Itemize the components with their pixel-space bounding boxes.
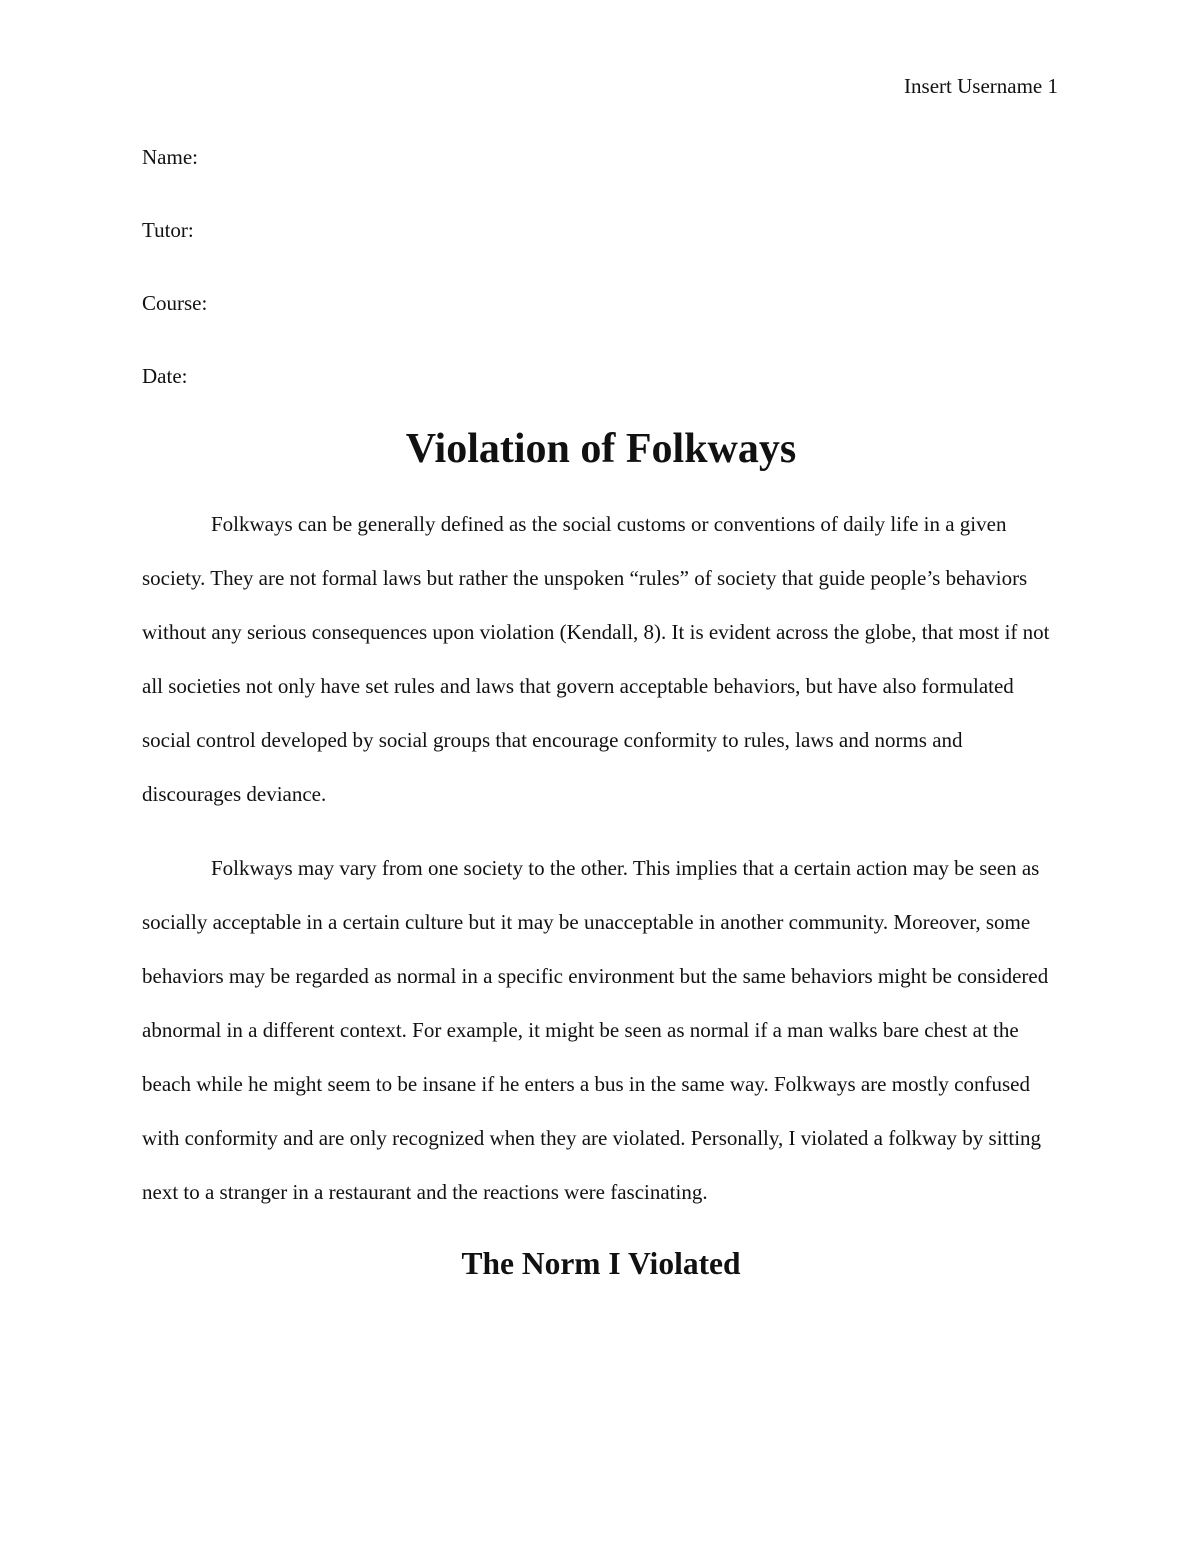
course-line: Course: [142, 291, 208, 315]
date-line: Date: [142, 364, 188, 388]
document-body [142, 132, 1060, 1312]
name-line: Name: [142, 145, 198, 169]
section-heading: The Norm I Violated [461, 1246, 741, 1281]
document-title: Violation of Folkways [405, 426, 797, 472]
tutor-line: Tutor: [142, 218, 194, 242]
paragraph-intro: Folkways can be generally defined as the social customs or conventions of daily life in a given society. They are not formal laws but rather the unspoken “rules” of society that guide people’s behaviors without any serious consequences upon violation (Kendall, 8). It is evident across the globe, that most if not all societies not only have set rules and laws that govern acceptable behaviors, but have also formulated social control developed by social groups that encourage conformity to rules, laws and norms and discourages deviance. [142, 512, 1050, 806]
paragraph-folkways-vary: Folkways may vary from one society to the other. This implies that a certain action may be seen as socially acceptable in a certain culture but it may be unacceptable in another community. Moreover, some behaviors may be regarded as normal in a specific environment but the same behaviors might be considered abnormal in a different context. For example, it might be seen as normal if a man walks bare chest at the beach while he might seem to be insane if he enters a bus in the same way. Folkways are mostly confused with conformity and are only recognized when they are violated. Personally, I violated a folkway by sitting next to a stranger in a restaurant and the reactions were fascinating. [142, 856, 1049, 1204]
running-head: Insert Username 1 [904, 74, 1058, 98]
